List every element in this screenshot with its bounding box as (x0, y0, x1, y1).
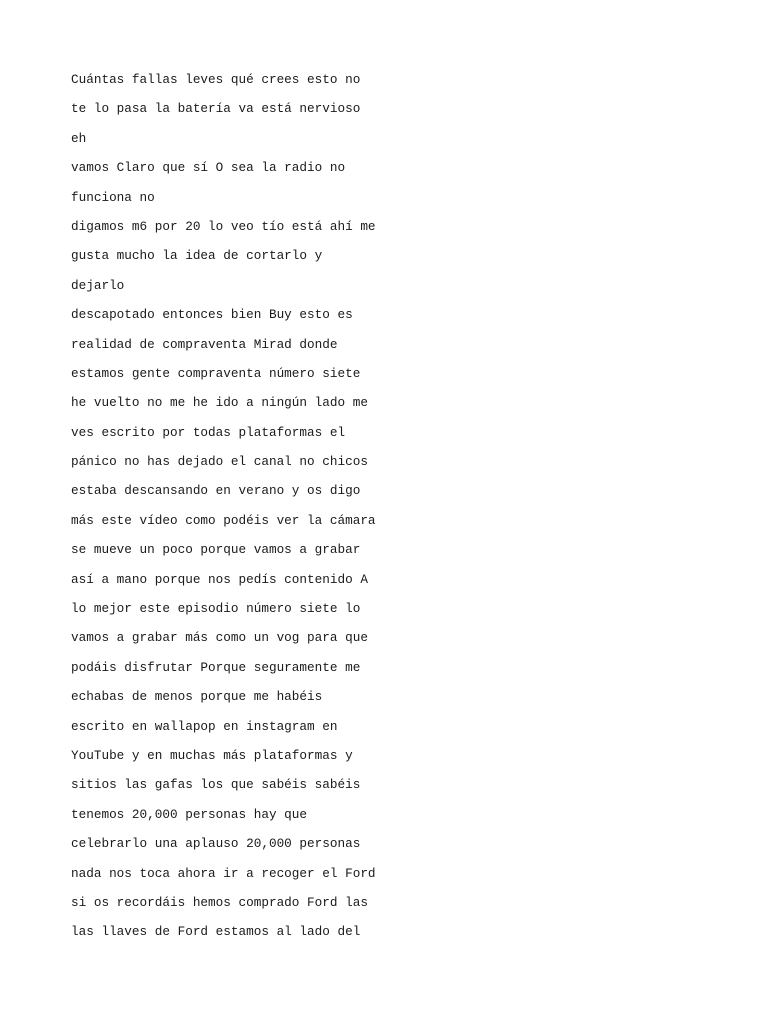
text-line: tenemos 20,000 personas hay que (71, 806, 308, 822)
text-line: vamos a grabar más como un vog para que (71, 630, 368, 646)
text-line: se mueve un poco porque vamos a grabar (71, 542, 361, 558)
text-line: dejarlo (71, 277, 125, 293)
text-line: celebrarlo una aplauso 20,000 personas (71, 836, 361, 852)
text-line: nada nos toca ahora ir a recoger el Ford (71, 865, 376, 881)
text-line: echabas de menos porque me habéis (71, 689, 323, 705)
text-line: digamos m6 por 20 lo veo tío está ahí me (71, 218, 376, 234)
text-line: más este vídeo como podéis ver la cámara (71, 512, 376, 528)
text-line: lo mejor este episodio número siete lo (71, 601, 361, 617)
text-line: estamos gente compraventa número siete (71, 365, 361, 381)
text-line: sitios las gafas los que sabéis sabéis (71, 777, 361, 793)
text-line: ves escrito por todas plataformas el (71, 424, 346, 440)
text-line: eh (71, 130, 87, 146)
text-line: así a mano porque nos pedís contenido A (71, 571, 368, 587)
text-line: funciona no (71, 189, 155, 205)
text-line: podáis disfrutar Porque seguramente me (71, 659, 361, 675)
text-line: he vuelto no me he ido a ningún lado me (71, 395, 368, 411)
text-line: realidad de compraventa Mirad donde (71, 336, 338, 352)
text-line: te lo pasa la batería va está nervioso (71, 101, 361, 117)
text-line: estaba descansando en verano y os digo (71, 483, 361, 499)
text-line: escrito en wallapop en instagram en (71, 718, 338, 734)
transcript-text (71, 68, 376, 950)
text-line: vamos Claro que sí O sea la radio no (71, 160, 346, 176)
text-line: descapotado entonces bien Buy esto es (71, 307, 353, 323)
text-line: las llaves de Ford estamos al lado del (71, 924, 361, 940)
text-line: Cuántas fallas leves qué crees esto no (71, 72, 361, 87)
text-line: gusta mucho la idea de cortarlo y (71, 248, 323, 264)
text-line: si os recordáis hemos comprado Ford las (71, 894, 368, 910)
text-line: pánico no has dejado el canal no chicos (71, 454, 368, 470)
text-line: YouTube y en muchas más plataformas y (71, 747, 353, 763)
